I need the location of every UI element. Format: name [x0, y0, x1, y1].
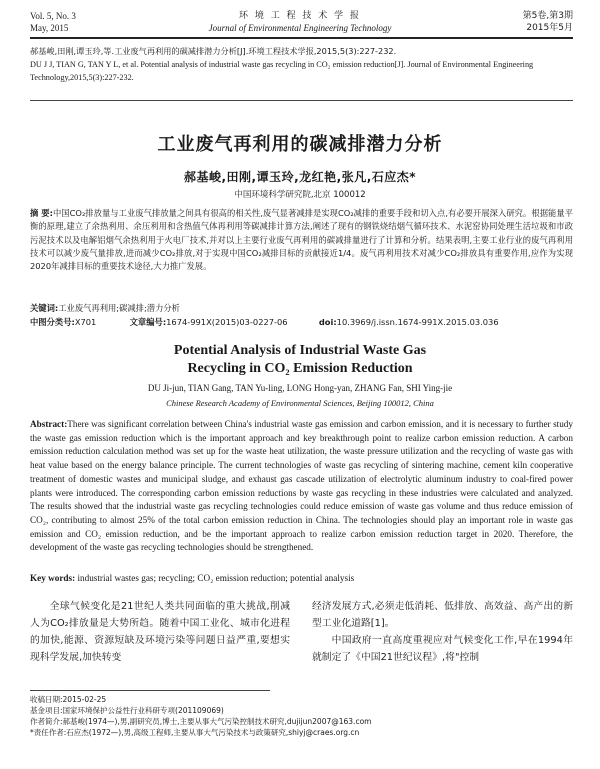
header-center [150, 10, 450, 34]
citation-en [30, 59, 573, 84]
doi-value: 10.3969/j.issn.1674-991X.2015.03.036 [336, 317, 499, 327]
citation-cn: 郝基峻,田刚,谭玉玲,等.工业废气再利用的碳减排潜力分析[J].环境工程技术学报,2015,5(3):227-232. [30, 46, 397, 56]
keywords-en-label: Key words: [30, 573, 76, 583]
doc-number-label: 文章编号: [129, 317, 167, 327]
title-en-line1: Potential Analysis of Industrial Waste Gas [173, 343, 427, 358]
abstract-cn-text: 中国CO₂排放量与工业废气排放量之间具有很高的相关性,废气显著减排是实现CO₂减排的重要手段和切入点,有必要开展深入研究。根据能量平衡的原理,建立了余热利用、余压利用和含热值气体再利用等碳减排计算方法,阐述了现有的钢铁烧结烟气循环技术、水泥窑协同处理生活垃圾和市政污泥技术以及电解铝烟气余热利用于火电厂技术,并对以上主要行业废气再利用的碳减排量进行了计算和分析。结果表明,主要工业行业的废气再利用技术可以减少废气量排放,进而减少CO₂排放,对于实现中国CO₂减排目标的贡献接近1/4。废气再利用技术对减少CO₂排放具有重要作用,应作为实现2020年减排目标的重要技术途径,大力推广发展。 [30, 208, 573, 272]
header-rule [30, 37, 573, 39]
footnote-corresponding: *责任作者:石应杰(1972—),男,高级工程师,主要从事大气污染技术与政策研究,shiyj@craes.org.cn [30, 728, 360, 737]
doi-label: doi: [318, 317, 337, 327]
footnotes [30, 694, 573, 738]
keywords-en [30, 572, 573, 586]
body-paragraph: 中国政府一直高度重视应对气候变化工作,早在1994年就制定了《中国21世纪议程》,将"控制 [312, 635, 573, 663]
doc-number-value: 1674-991X(2015)03-0227-06 [166, 317, 288, 327]
classification-line [30, 316, 573, 329]
header-volume: Vol. 5, No. 3 [30, 11, 76, 21]
header-date-cn: 2015年5月 [526, 23, 573, 33]
citation-en-line1: DU J J, TIAN G, TAN Y L, et al. Potential analysis of industrial waste gas recycling in CO₂ emission reduction[J]. Journal of Environmental Engineering [30, 60, 534, 69]
abstract-en [30, 418, 573, 555]
affiliation-cn: 中国环境科学研究院,北京 100012 [234, 190, 366, 200]
body-column-left [30, 598, 290, 666]
header-date: May, 2015 [30, 23, 69, 33]
abstract-cn-label: 摘 要: [30, 208, 53, 218]
citation-en-line2: Technology,2015,5(3):227-232. [30, 72, 134, 82]
authors-cn: 郝基峻,田刚,谭玉玲,龙红艳,张凡,石应杰* [183, 170, 417, 184]
body-paragraph: 全球气候变化是21世纪人类共同面临的重大挑战,削减人为CO₂排放量是大势所趋。随着中国工业化、城市化进程的加快,能源、资源短缺及环境污染等问题日益严重,要想实现科学发展,加快转变 [30, 601, 290, 663]
abstract-cn [30, 207, 573, 273]
keywords-cn-text: 工业废气再利用;碳减排;潜力分析 [58, 303, 180, 313]
footnote-rule [30, 690, 270, 691]
footnote-fund: 基金项目:国家环境保护公益性行业科研专项(201109069) [30, 706, 224, 715]
header-right [523, 10, 573, 34]
title-en-line2: Recycling in CO₂ Emission Reduction [187, 361, 413, 376]
title-en [0, 342, 600, 378]
footnote-author: 作者简介:郝基峻(1974—),男,副研究员,博士,主要从事大气污染控制技术研究,dujijun2007@163.com [30, 717, 372, 726]
header-left [30, 10, 76, 34]
clc-value: X701 [74, 317, 97, 327]
header-volume-cn: 第5卷,第3期 [522, 11, 573, 21]
body-column-right [312, 598, 573, 666]
journal-name-en: Journal of Environmental Engineering Technology [208, 23, 392, 33]
abstract-en-label: Abstract: [30, 419, 68, 429]
keywords-en-text: industrial wastes gas; recycling; CO₂ emission reduction; potential analysis [77, 573, 355, 583]
citation-rule [30, 100, 573, 101]
abstract-en-text: There was significant correlation between China's industrial waste gas emission and carbon emission, and it is necessary to further study the waste gas emission reduction which is the important approach and key breakthrough point to realize carbon emission reduction. A carbon emission reduction calculation method was set up for the waste heat utilization, the waste pressure utilization and the recycling of waste gas with heat value based on the energy balance principle. The current technologies of waste gas recycling of sintering machine, cement kiln cooperative treatment of domestic wastes and municipal sludge, and exhaust gas cascade utilization of electrolytic aluminum industry to coal-fired power plants were introduced. The corresponding carbon emission reductions by waste gas recycling in these industries were calculated and analyzed. The results showed that the industrial waste gas recycling technologies could reduce emission of waste gas volume and thus reduce emission of CO₂, contributing to almost 25% of the total carbon emission reduction in China. The technologies should play an important role in waste gas emission and CO₂ emission reduction, and be the important approach to realize carbon emission reduction target in 2020. Therefore, the development of the waste gas recycling technologies should be strengthened. [30, 419, 573, 553]
title-cn: 工业废气再利用的碳减排潜力分析 [157, 134, 443, 155]
clc-label: 中图分类号: [30, 317, 75, 327]
keywords-cn-label: 关键词: [30, 303, 59, 313]
body-paragraph: 经济发展方式,必须走低消耗、低排放、高效益、高产出的新型工业化道路[1]。 [312, 601, 573, 629]
authors-en: DU Ji-jun, TIAN Gang, TAN Yu-ling, LONG Hong-yan, ZHANG Fan, SHI Ying-jie [147, 383, 453, 393]
keywords-cn [30, 302, 573, 315]
footnote-received: 收稿日期:2015-02-25 [30, 695, 107, 704]
journal-name-cn: 环 境 工 程 技 术 学 报 [238, 11, 362, 21]
affiliation-en: Chinese Research Academy of Environmental Sciences, Beijing 100012, China [166, 398, 434, 408]
